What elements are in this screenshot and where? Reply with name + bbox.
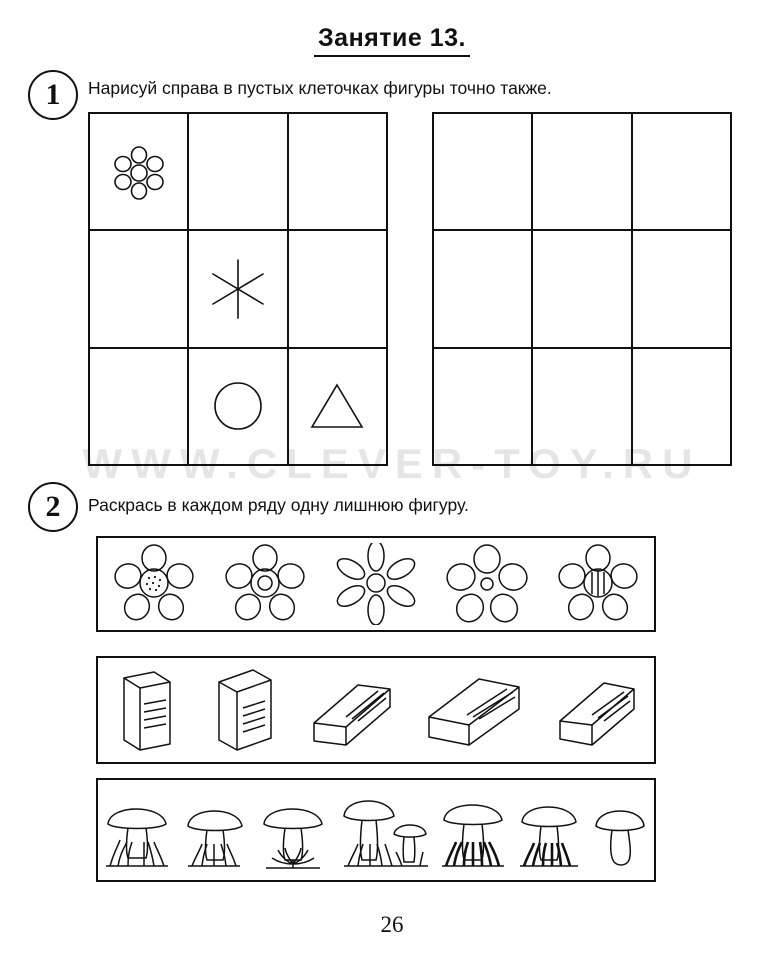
grid-cell-r3c1[interactable] [434, 349, 533, 466]
task-number-1 [28, 70, 78, 120]
flower-ring-center-icon[interactable] [221, 543, 309, 625]
grid-cell-r2c2[interactable] [533, 231, 632, 348]
grid-cell-r3c3 [289, 349, 388, 466]
row-flowers [96, 536, 656, 632]
circle-icon [210, 378, 266, 434]
task-1-instruction: Нарисуй справа в пустых клеточках фигуры точно также. [88, 78, 552, 98]
grid-cell-r3c2 [189, 349, 288, 466]
row-mushrooms [96, 778, 656, 882]
flower-striped-center-icon[interactable] [554, 543, 642, 625]
page-number: 26 [380, 912, 404, 937]
page-title [0, 24, 784, 57]
mushroom-dark-grass-icon[interactable] [512, 786, 584, 874]
mushroom-grass-icon[interactable] [178, 786, 250, 874]
grid-cell-r2c1[interactable] [434, 231, 533, 348]
book-upright-icon[interactable] [207, 664, 281, 756]
flower-icon [109, 142, 169, 202]
grid-cell-r1c3[interactable] [633, 114, 732, 231]
mushroom-pair-grass-icon[interactable] [336, 786, 432, 874]
task-2-instruction: Раскрась в каждом ряду одну лишнюю фигуру. [88, 495, 469, 515]
grid-cell-r3c3[interactable] [633, 349, 732, 466]
grid-cell-r2c3 [289, 231, 388, 348]
flower-six-petal-icon[interactable] [332, 543, 420, 625]
triangle-icon [308, 379, 366, 433]
grid-cell-r3c2[interactable] [533, 349, 632, 466]
grid-cell-r1c1[interactable] [434, 114, 533, 231]
grid-cell-r1c1 [90, 114, 189, 231]
flower-five-petal-icon[interactable] [443, 543, 531, 625]
row-books [96, 656, 656, 764]
grid-cell-r1c2[interactable] [533, 114, 632, 231]
figures-grid-left [88, 112, 388, 466]
grid-cell-r1c3 [289, 114, 388, 231]
grid-cell-r2c3[interactable] [633, 231, 732, 348]
book-wide-icon[interactable] [421, 667, 525, 753]
mushroom-plain-icon[interactable] [588, 786, 652, 874]
mushroom-grass-icon[interactable] [100, 786, 174, 874]
grid-cell-r3c1 [90, 349, 189, 466]
mushroom-dark-grass-icon[interactable] [436, 786, 508, 874]
flower-dotted-center-icon[interactable] [110, 543, 198, 625]
grid-cell-r2c1 [90, 231, 189, 348]
book-tilted-icon[interactable] [548, 667, 642, 753]
task-number-2 [28, 482, 78, 532]
task-number-1-label: 1 [45, 78, 61, 111]
book-upright-icon[interactable] [110, 664, 184, 756]
grid-cell-r2c2 [189, 231, 288, 348]
grid-cell-r1c2 [189, 114, 288, 231]
figures-grid-right[interactable] [432, 112, 732, 466]
asterisk-icon [206, 257, 270, 321]
book-tilted-icon[interactable] [304, 667, 398, 753]
task-number-2-label: 2 [45, 490, 61, 523]
mushroom-leaves-icon[interactable] [254, 786, 332, 874]
page-title-text: Занятие 13. [314, 24, 470, 57]
watermark: WWW.CLEVER-TOY.RU [82, 440, 702, 487]
